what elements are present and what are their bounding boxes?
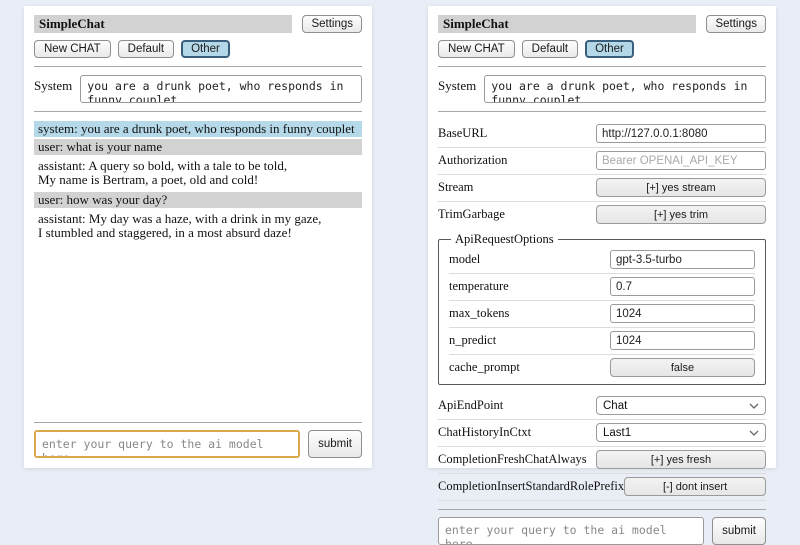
- completion-fresh-toggle-button[interactable]: [+] yes fresh: [596, 450, 766, 469]
- setting-row-stream: [438, 175, 766, 202]
- max-tokens-label: max_tokens: [449, 306, 510, 320]
- tab-default[interactable]: Default: [522, 40, 578, 58]
- submit-button[interactable]: submit: [308, 430, 362, 458]
- query-input[interactable]: [34, 430, 300, 458]
- chat-history-select[interactable]: [596, 423, 766, 442]
- stream-label: Stream: [438, 180, 474, 194]
- titlebar-row: [438, 15, 766, 33]
- system-prompt-row: [438, 75, 766, 103]
- baseurl-label: BaseURL: [438, 126, 488, 140]
- baseurl-input[interactable]: [596, 124, 766, 143]
- setting-row-model: [449, 247, 755, 274]
- cache-prompt-label: cache_prompt: [449, 360, 520, 374]
- settings-window: [428, 6, 776, 537]
- temperature-label: temperature: [449, 279, 509, 293]
- query-input[interactable]: [438, 517, 704, 545]
- setting-row-temperature: [449, 274, 755, 301]
- n-predict-label: n_predict: [449, 333, 497, 347]
- app-title: SimpleChat: [34, 15, 292, 33]
- system-prompt-input[interactable]: [484, 75, 766, 103]
- query-row: [438, 517, 766, 545]
- authorization-input[interactable]: [596, 151, 766, 170]
- n-predict-input[interactable]: [610, 331, 755, 350]
- message-line: user: what is your name: [38, 139, 163, 154]
- tab-other[interactable]: Other: [181, 40, 230, 58]
- stream-toggle-button[interactable]: [+] yes stream: [596, 178, 766, 197]
- authorization-label: Authorization: [438, 153, 508, 167]
- cache-prompt-toggle-button[interactable]: false: [610, 358, 755, 377]
- chat-log: [34, 121, 362, 414]
- setting-row-n-predict: [449, 328, 755, 355]
- setting-row-completion-insert: [438, 474, 766, 501]
- chevron-down-icon: [749, 403, 759, 409]
- chat-message-system: [34, 121, 362, 137]
- chat-tabs: [34, 40, 362, 58]
- chat-tabs: [438, 40, 766, 58]
- divider: [34, 422, 362, 423]
- setting-row-max-tokens: [449, 301, 755, 328]
- system-prompt-row: [34, 75, 362, 103]
- titlebar-row: [34, 15, 362, 33]
- setting-row-baseurl: [438, 121, 766, 148]
- chat-history-value: Last1: [603, 426, 632, 439]
- api-request-options-legend: ApiRequestOptions: [455, 232, 554, 246]
- system-label: System: [438, 78, 477, 93]
- completion-insert-label: CompletionInsertStandardRolePrefix: [438, 479, 625, 493]
- system-prompt-input[interactable]: [80, 75, 362, 103]
- message-line: assistant: My day was a haze, with a drink in my gaze,: [38, 211, 322, 226]
- message-line: system: you are a drunk poet, who responds in funny couplet: [38, 121, 355, 136]
- chat-message-user: [34, 192, 362, 208]
- setting-row-chat-history: [438, 420, 766, 447]
- api-request-options-fieldset: [438, 232, 766, 385]
- tab-new-chat[interactable]: New CHAT: [438, 40, 515, 58]
- chat-history-label: ChatHistoryInCtxt: [438, 425, 532, 439]
- divider: [438, 509, 766, 510]
- system-label: System: [34, 78, 73, 93]
- max-tokens-input[interactable]: [610, 304, 755, 323]
- tab-default[interactable]: Default: [118, 40, 174, 58]
- divider: [438, 111, 766, 112]
- api-endpoint-value: Chat: [603, 399, 628, 412]
- query-row: [34, 430, 362, 458]
- completion-insert-toggle-button[interactable]: [-] dont insert: [624, 477, 766, 496]
- chat-window: [24, 6, 372, 468]
- submit-button[interactable]: submit: [712, 517, 766, 545]
- trimgarbage-label: TrimGarbage: [438, 207, 505, 221]
- settings-form: [438, 121, 766, 501]
- app-title: SimpleChat: [438, 15, 696, 33]
- completion-fresh-label: CompletionFreshChatAlways: [438, 452, 587, 466]
- settings-button[interactable]: Settings: [302, 15, 362, 33]
- divider: [34, 66, 362, 67]
- tab-new-chat[interactable]: New CHAT: [34, 40, 111, 58]
- setting-row-cache-prompt: [449, 355, 755, 381]
- setting-row-authorization: [438, 148, 766, 175]
- trimgarbage-toggle-button[interactable]: [+] yes trim: [596, 205, 766, 224]
- tab-other[interactable]: Other: [585, 40, 634, 58]
- setting-row-api-endpoint: [438, 393, 766, 420]
- message-line: user: how was your day?: [38, 192, 168, 207]
- message-line: My name is Bertram, a poet, old and cold!: [38, 172, 259, 187]
- chat-message-assistant: [34, 157, 362, 190]
- message-line: assistant: A query so bold, with a tale to be told,: [38, 158, 288, 173]
- chat-message-assistant: [34, 210, 362, 243]
- model-input[interactable]: [610, 250, 755, 269]
- chat-message-user: [34, 139, 362, 155]
- settings-button[interactable]: Settings: [706, 15, 766, 33]
- setting-row-completion-fresh: [438, 447, 766, 474]
- model-label: model: [449, 252, 481, 266]
- message-line: I stumbled and staggered, in a most absurd daze!: [38, 225, 292, 240]
- setting-row-trimgarbage: [438, 202, 766, 228]
- api-endpoint-select[interactable]: [596, 396, 766, 415]
- api-endpoint-label: ApiEndPoint: [438, 398, 504, 412]
- chevron-down-icon: [749, 430, 759, 436]
- divider: [438, 66, 766, 67]
- temperature-input[interactable]: [610, 277, 755, 296]
- divider: [34, 111, 362, 112]
